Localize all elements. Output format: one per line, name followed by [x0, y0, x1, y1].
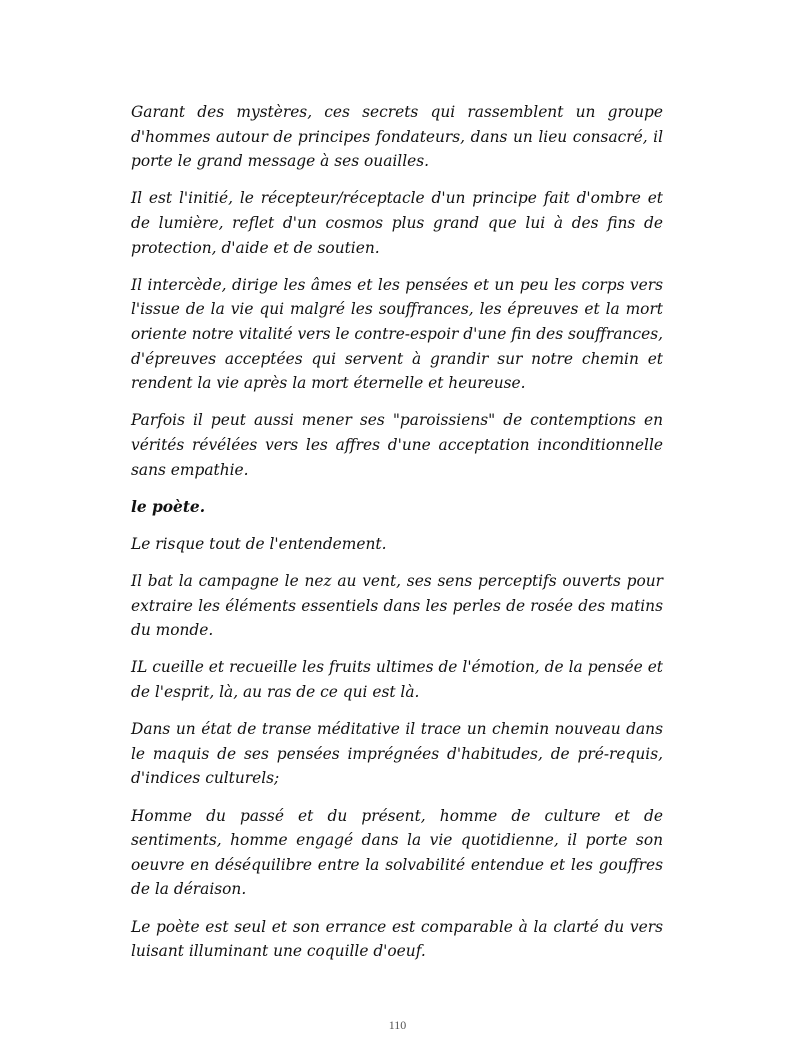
paragraph: Dans un état de transe méditative il trace un chemin nouveau dans le maquis de ses pensées imprégnées d'habitudes, de pré-requis, d'indices culturels; — [131, 720, 663, 788]
section-heading: le poète. — [131, 497, 206, 516]
paragraph: Il est l'initié, le récepteur/réceptacle d'un principe fait d'ombre et de lumière, reflet d'un cosmos plus grand que lui à des fins de protection, d'aide et de soutien. — [131, 189, 663, 257]
paragraph: Homme du passé et du présent, homme de culture et de sentiments, homme engagé dans la vie quotidienne, il porte son oeuvre en déséquilibre entre la solvabilité entendue et les gouffres de la déraison. — [131, 806, 663, 899]
paragraph: Il intercède, dirige les âmes et les pensées et un peu les corps vers l'issue de la vie qui malgré les souffrances, les épreuves et la mort oriente notre vitalité vers le contre-espoir d'une fin des souffrances, d'épreuves acceptées qui servent à grandir sur notre chemin et rendent la vie après la mort éternelle et heureuse. — [131, 275, 663, 393]
paragraph: Il bat la campagne le nez au vent, ses sens perceptifs ouverts pour extraire les éléments essentiels dans les perles de rosée des matins du monde. — [131, 572, 663, 640]
paragraph: Le poète est seul et son errance est comparable à la clarté du vers luisant illuminant une coquille d'oeuf. — [131, 917, 663, 961]
paragraph: Parfois il peut aussi mener ses "paroissiens" de contemptions en vérités révélées vers les affres d'une acceptation inconditionnelle sans empathie. — [131, 411, 663, 479]
paragraph: IL cueille et recueille les fruits ultimes de l'émotion, de la pensée et de l'esprit, là, au ras de ce qui est là. — [131, 658, 663, 702]
paragraph: Le risque tout de l'entendement. — [131, 534, 387, 553]
page-number: 110 — [388, 1018, 407, 1032]
body-text — [131, 100, 663, 976]
paragraph: Garant des mystères, ces secrets qui rassemblent un groupe d'hommes autour de principes fondateurs, dans un lieu consacré, il porte le grand message à ses ouailles. — [131, 103, 663, 171]
